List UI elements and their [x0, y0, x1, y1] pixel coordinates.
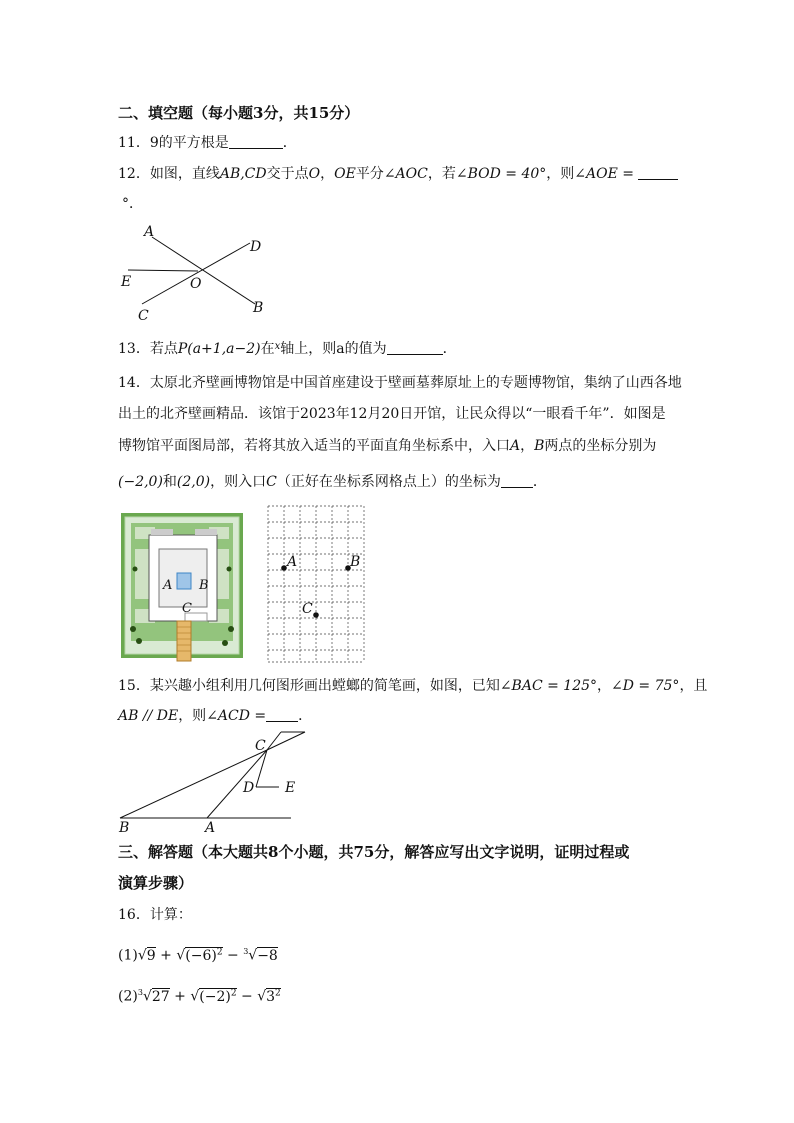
- section-heading-solve-2: 演算步骤）: [118, 874, 194, 892]
- label-e: E: [121, 274, 132, 290]
- question-14-line3: 博物馆平面图局部，若将其放入适当的平面直角坐标系中，入口A，B两点的坐标分别为: [118, 438, 657, 454]
- map-label-b: B: [199, 578, 209, 593]
- coordinate-grid-figure: [266, 504, 366, 664]
- answer-blank[interactable]: [638, 165, 678, 180]
- question-16-head: 16．计算：: [118, 907, 192, 923]
- section-heading-fill-blank: 二、填空题（每小题3分，共15分）: [118, 104, 360, 122]
- museum-floor-plan-image: [121, 509, 245, 663]
- label-d: D: [250, 239, 262, 255]
- answer-blank[interactable]: [266, 707, 298, 722]
- map-label-c: C: [182, 601, 192, 616]
- answer-blank[interactable]: [501, 473, 533, 488]
- question-15-line2: AB // DE，则∠ACD = ．: [118, 708, 313, 724]
- question-11: 11．9的平方根是 ．: [118, 135, 297, 151]
- map-label-a: A: [163, 578, 173, 593]
- question-16-expr-2: $(2)^3√27 + √(-2)^2 - √3^2$: [118, 988, 281, 1005]
- label-d: D: [243, 780, 255, 796]
- question-13: 13．若点P(a+1,a−2)在$^x$轴上，则a的值为 ．: [118, 341, 457, 357]
- question-14-line4: (−2,0)和(2,0)，则入口C（正好在坐标系网格点上）的坐标为 ．: [118, 474, 547, 490]
- mantis-figure: [115, 728, 340, 836]
- question-14-line2: 出土的北齐壁画精品．该馆于2023年12月20日开馆，让民众得以“一眼看千年”．如图是: [118, 406, 666, 422]
- label-b: B: [119, 820, 130, 836]
- grid-label-b: B: [350, 554, 361, 570]
- answer-blank[interactable]: [387, 340, 443, 355]
- grid-label-c: C: [302, 601, 313, 617]
- label-e: E: [285, 780, 296, 796]
- question-16-expr-1: $(1)√9 + √(-6)^2 - ^3√-8$: [118, 947, 278, 964]
- question-15-line1: 15．某兴趣小组利用几何图形画出螳螂的简笔画，如图，已知∠BAC = 125°，∠D = 75°，且: [118, 678, 708, 694]
- label-c: C: [138, 308, 149, 324]
- question-12: 12．如图，直线AB,CD交于点O，OE平分∠AOC，若∠BOD = 40°，则∠AOE =: [118, 164, 678, 184]
- question-12-line2: °．: [122, 196, 143, 212]
- grid-label-a: A: [287, 554, 298, 570]
- section-heading-solve-1: 三、解答题（本大题共8个小题，共75分，解答应写出文字说明，证明过程或: [118, 843, 630, 861]
- intersecting-lines-figure: [115, 220, 275, 325]
- label-a: A: [205, 820, 216, 836]
- answer-blank[interactable]: [229, 134, 283, 149]
- label-o: O: [190, 276, 202, 292]
- question-14-line1: 14．太原北齐壁画博物馆是中国首座建设于壁画墓葬原址上的专题博物馆，集纳了山西各地: [118, 375, 682, 391]
- label-a: A: [144, 224, 155, 240]
- label-b: B: [253, 300, 264, 316]
- label-c: C: [255, 738, 266, 754]
